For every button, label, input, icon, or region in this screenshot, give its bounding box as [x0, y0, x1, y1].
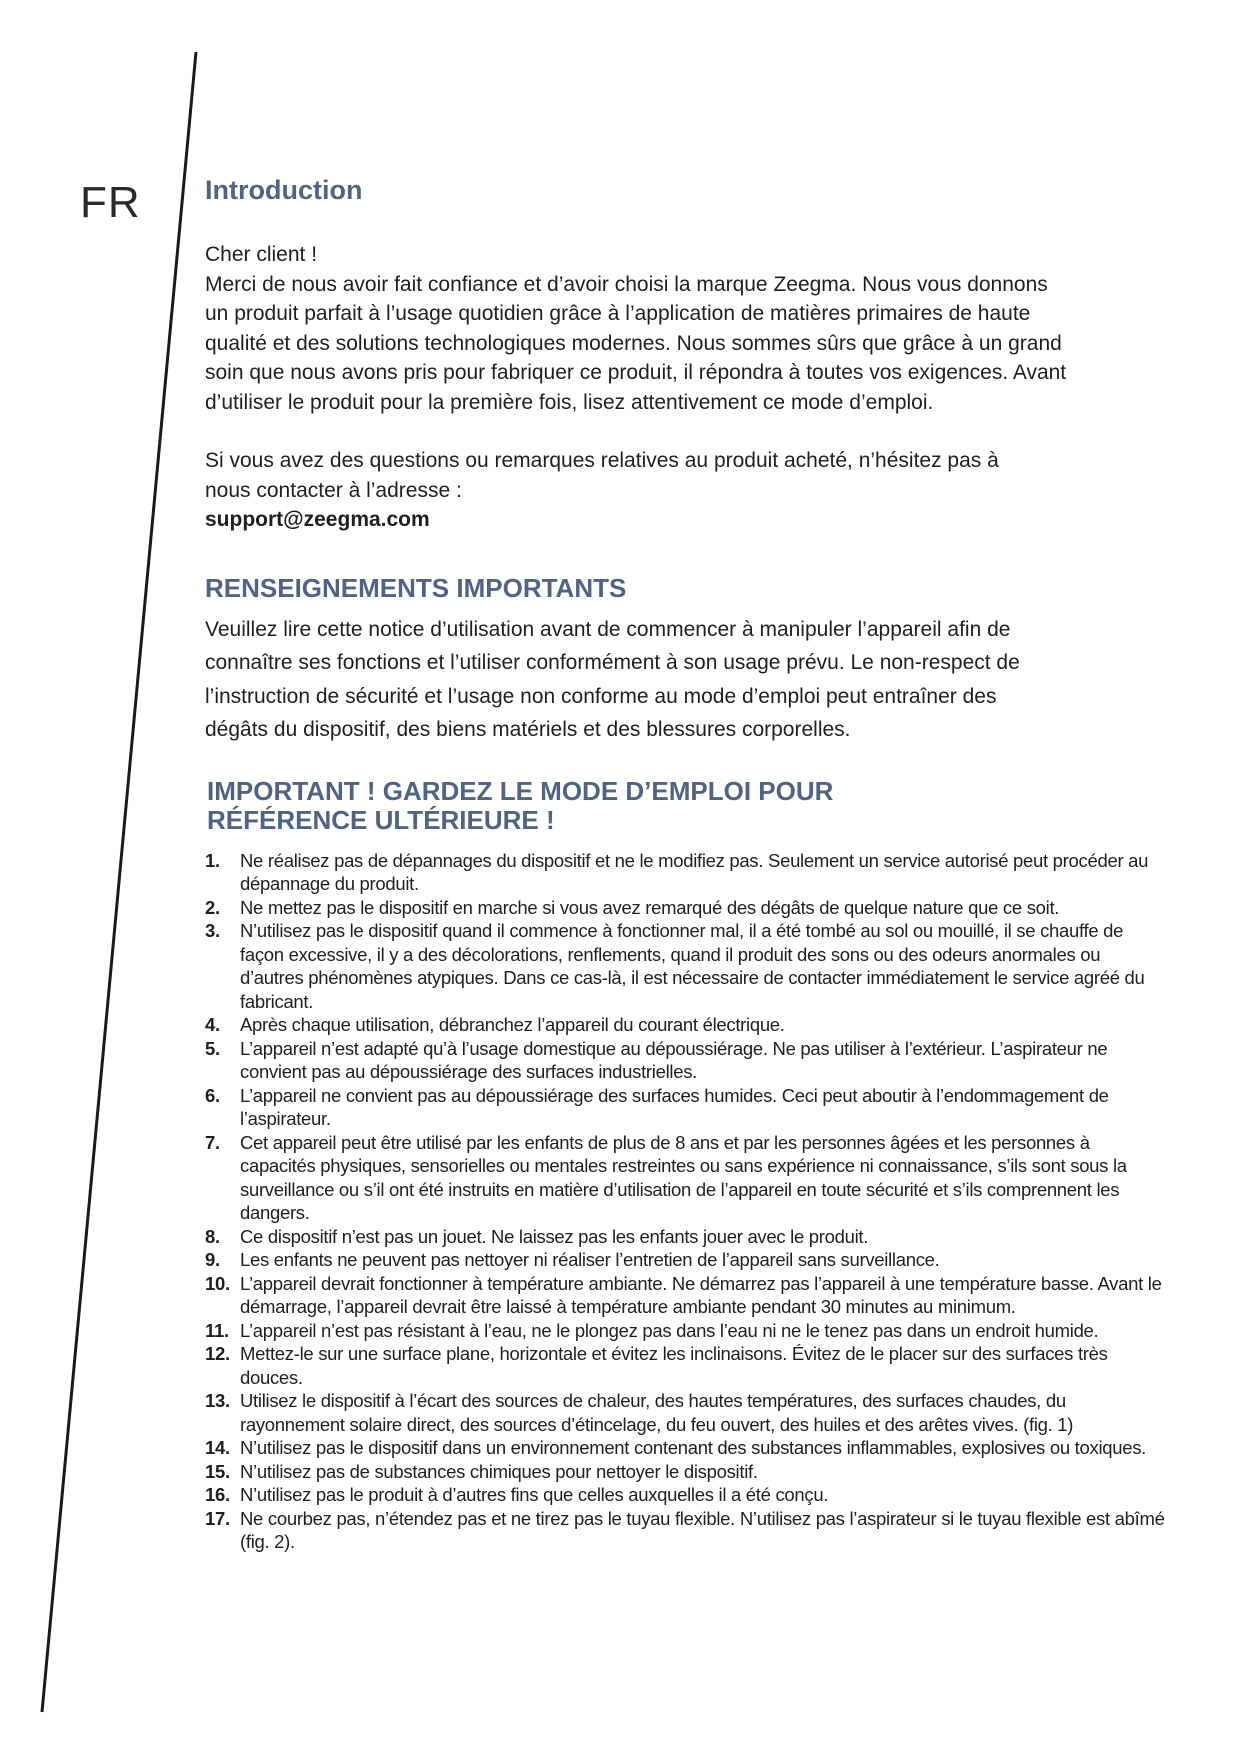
rule-text: N’utilisez pas le dispositif dans un environnement contenant des substances inflammables, explosives ou toxiques.	[240, 1437, 1147, 1458]
intro-line: soin que nous avons pris pour fabriquer ce produit, il répondra à toutes vos exigences. Avant	[205, 361, 1067, 384]
rule-text: Ne courbez pas, n’étendez pas et ne tirez pas le tuyau flexible. N’utilisez pas l’aspirateur si le tuyau flexible est abîmé (fig. 2).	[240, 1507, 1165, 1552]
list-item	[205, 1483, 1165, 1507]
info-line: dégâts du dispositif, des biens matériels et des blessures corporelles.	[205, 718, 851, 741]
list-item	[205, 1131, 1165, 1225]
intro-line: d’utiliser le produit pour la première fois, lisez attentivement ce mode d’emploi.	[205, 390, 934, 414]
rule-text: N’utilisez pas de substances chimiques pour nettoyer le dispositif.	[240, 1460, 758, 1482]
rule-number: 13.	[205, 1390, 230, 1411]
list-item	[205, 1319, 1165, 1343]
rule-text: Utilisez le dispositif à l’écart des sources de chaleur, des hautes températures, des surfaces chaudes, du rayonnement solaire direct, des sources d’étincelage, du feu ouvert, des huiles et des arêtes vives. (fig. 1)	[240, 1390, 1074, 1435]
list-item	[205, 1389, 1165, 1436]
rule-number: 11.	[205, 1319, 229, 1341]
intro-line: Merci de nous avoir fait confiance et d’avoir choisi la marque Zeegma. Nous vous donnons	[205, 272, 1048, 296]
important-info-text	[205, 613, 1165, 747]
keep-manual-heading-line1: IMPORTANT ! GARDEZ LE MODE D’EMPLOI POUR	[207, 775, 834, 806]
list-item	[205, 896, 1165, 920]
rule-number: 8.	[205, 1225, 220, 1247]
info-line: Veuillez lire cette notice d’utilisation avant de commencer à manipuler l’appareil afin de	[205, 617, 1011, 641]
rule-text: L’appareil n’est pas résistant à l’eau, ne le plongez pas dans l’eau ni ne le tenez pas dans un endroit humide.	[240, 1319, 1099, 1341]
rule-number: 2.	[205, 896, 220, 918]
language-tag: FR	[80, 178, 141, 227]
list-item	[205, 1225, 1165, 1249]
list-item	[205, 1084, 1165, 1131]
contact-line: nous contacter à l’adresse :	[205, 478, 462, 502]
rule-text: Après chaque utilisation, débranchez l’appareil du courant électrique.	[240, 1014, 785, 1035]
list-item	[205, 1507, 1165, 1554]
rule-number: 16.	[205, 1484, 230, 1505]
list-item	[205, 849, 1165, 896]
contact-line: Si vous avez des questions ou remarques relatives au produit acheté, n’hésitez pas à	[205, 449, 999, 472]
rule-text: N’utilisez pas le produit à d’autres fins que celles auxquelles il a été conçu.	[240, 1484, 829, 1505]
rule-text: Ne réalisez pas de dépannages du dispositif et ne le modifiez pas. Seulement un service autorisé peut procéder au dépannage du produit.	[240, 849, 1149, 894]
rule-number: 6.	[205, 1084, 220, 1106]
rule-number: 17.	[205, 1507, 230, 1529]
rule-text: L’appareil devrait fonctionner à température ambiante. Ne démarrez pas l’appareil à une température basse. Avant le démarrage, l’appareil devrait être laissé à température ambiante pendant 30 minutes au minimum.	[240, 1272, 1162, 1317]
rule-text: Les enfants ne peuvent pas nettoyer ni réaliser l’entretien de l’appareil sans surveillance.	[240, 1249, 940, 1270]
list-item	[205, 1013, 1165, 1037]
rule-text: Cet appareil peut être utilisé par les enfants de plus de 8 ans et par les personnes âgées et les personnes à capacités physiques, sensorielles ou mentales restreintes ou sans expérience ni connaissance, s’ils sont sous la surveillance ou s’il ont été instruits en matière d’utilisation de l’appareil en toute sécurité et s’ils comprennent les dangers.	[240, 1131, 1127, 1223]
list-item	[205, 1460, 1165, 1484]
keep-manual-heading	[207, 777, 1165, 835]
list-item	[205, 1436, 1165, 1460]
introduction-heading: Introduction	[205, 175, 363, 205]
keep-manual-heading-line2: RÉFÉRENCE ULTÉRIEURE !	[207, 804, 555, 835]
manual-page-content	[205, 174, 1165, 1554]
info-line: connaître ses fonctions et l’utiliser conformément à son usage prévu. Le non-respect de	[205, 651, 1020, 674]
greeting: Cher client !	[205, 243, 318, 266]
introduction-text	[205, 240, 1165, 535]
rule-text: Ce dispositif n’est pas un jouet. Ne laissez pas les enfants jouer avec le produit.	[240, 1225, 869, 1247]
rule-number: 9.	[205, 1249, 220, 1270]
rule-text: Mettez-le sur une surface plane, horizontale et évitez les inclinaisons. Évitez de le placer sur des surfaces très douces.	[240, 1343, 1108, 1388]
rule-text: L’appareil n’est adapté qu’à l’usage domestique au dépoussiérage. Ne pas utiliser à l’extérieur. L’aspirateur ne convient pas au dépoussiérage des surfaces industrielles.	[240, 1037, 1108, 1082]
intro-line: un produit parfait à l’usage quotidien grâce à l’application de matières primaires de haute	[205, 302, 1031, 325]
list-item	[205, 1037, 1165, 1084]
intro-line: qualité et des solutions technologiques modernes. Nous sommes sûrs que grâce à un grand	[205, 331, 1062, 355]
list-item	[205, 1248, 1165, 1272]
support-email: support@zeegma.com	[205, 508, 430, 531]
rule-text: Ne mettez pas le dispositif en marche si vous avez remarqué des dégâts de quelque nature que ce soit.	[240, 896, 1060, 918]
rule-number: 3.	[205, 920, 220, 941]
rule-text: L’appareil ne convient pas au dépoussiérage des surfaces humides. Ceci peut aboutir à l’endommagement de l’aspirateur.	[240, 1084, 1109, 1129]
rule-text: N’utilisez pas le dispositif quand il commence à fonctionner mal, il a été tombé au sol ou mouillé, il se chauffe de façon excessive, il y a des décolorations, renflements, quand il produit des sons ou des odeurs anormales ou d’autres phénomènes atypiques. Dans ce cas-là, il est nécessaire de contacter immédiatement le service agréé du fabricant.	[240, 920, 1145, 1012]
rule-number: 14.	[205, 1437, 230, 1458]
rule-number: 5.	[205, 1037, 220, 1059]
rule-number: 7.	[205, 1131, 220, 1153]
list-item	[205, 1342, 1165, 1389]
rule-number: 10.	[205, 1272, 230, 1294]
info-line: l’instruction de sécurité et l’usage non conforme au mode d’emploi peut entraîner des	[205, 684, 997, 708]
rule-number: 12.	[205, 1343, 230, 1364]
safety-rules-list	[205, 849, 1165, 1554]
important-info-heading: RENSEIGNEMENTS IMPORTANTS	[205, 572, 627, 603]
rule-number: 1.	[205, 849, 220, 871]
list-item	[205, 1272, 1165, 1319]
rule-number: 4.	[205, 1014, 220, 1035]
list-item	[205, 919, 1165, 1013]
rule-number: 15.	[205, 1460, 230, 1482]
